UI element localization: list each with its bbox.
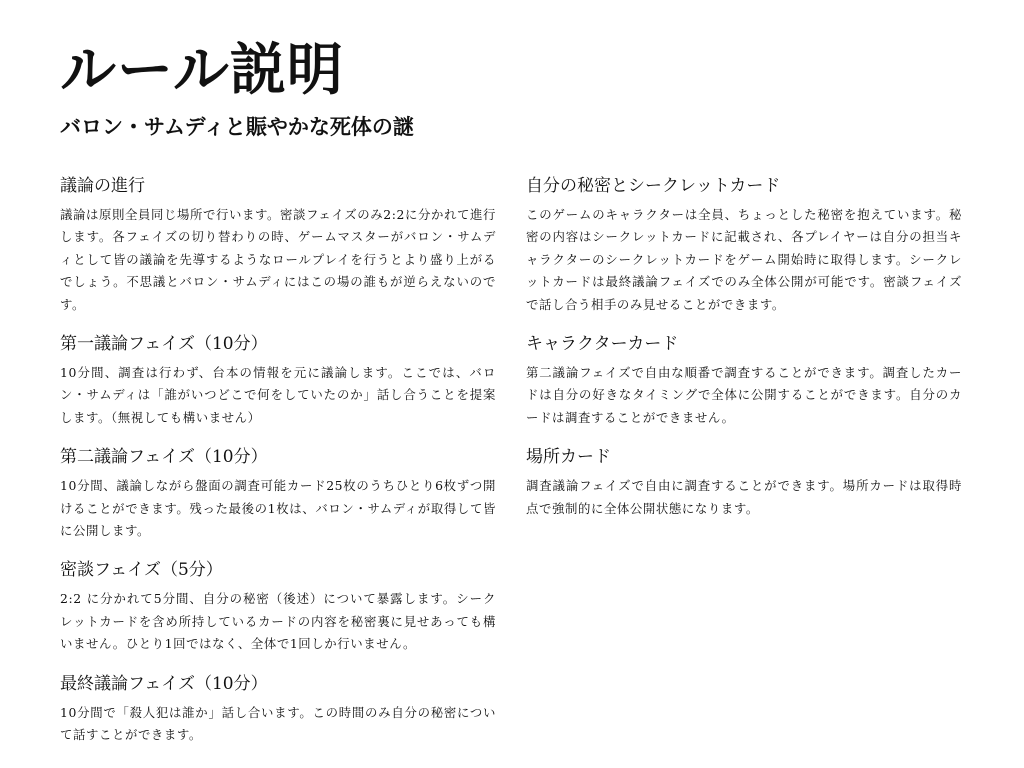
section-second-discussion-phase xyxy=(60,443,496,542)
right-column xyxy=(526,172,962,534)
section-heading: 第二議論フェイズ（10分） xyxy=(60,447,268,468)
section-secret-talk-phase xyxy=(60,556,496,655)
section-secret-cards xyxy=(526,172,962,316)
section-first-discussion-phase xyxy=(60,330,496,429)
section-heading: 第一議論フェイズ（10分） xyxy=(60,334,268,355)
section-location-cards xyxy=(526,443,962,520)
section-heading: キャラクターカード xyxy=(526,334,679,355)
section-heading: 自分の秘密とシークレットカード xyxy=(526,176,781,196)
section-final-discussion-phase xyxy=(60,670,496,747)
section-heading: 最終議論フェイズ（10分） xyxy=(60,673,268,694)
section-body: 2:2 に分かれて5分間、自分の秘密（後述）について暴露します。シークレットカードを含め所持しているカードの内容を秘密裏に見せあっても構いません。ひとり1回ではなく、全体で1回しか行いません。 xyxy=(60,591,496,652)
section-body: 10分間、議論しながら盤面の調査可能カード25枚のうちひとり6枚ずつ開けることができます。残った最後の1枚は、バロン・サムディが取得して皆に公開します。 xyxy=(60,478,496,539)
left-column xyxy=(60,172,496,761)
section-character-cards xyxy=(526,330,962,429)
page-title: ルール説明 xyxy=(60,37,344,103)
section-body: 議論は原則全員同じ場所で行います。密談フェイズのみ2:2に分かれて進行します。各フェイズの切り替わりの時、ゲームマスターがバロン・サムディとして皆の議論を先導するようなロールプレイを行うとより盛り上がるでしょう。不思議とバロン・サムディにはこの場の誰もが逆らえないのです。 xyxy=(60,207,496,312)
section-body: 調査議論フェイズで自由に調査することができます。場所カードは取得時点で強制的に全体公開状態になります。 xyxy=(526,478,962,516)
section-heading: 場所カード xyxy=(526,447,611,468)
section-discussion-flow xyxy=(60,172,496,316)
section-body: 第二議論フェイズで自由な順番で調査することができます。調査したカードは自分の好きなタイミングで全体に公開することができます。自分のカードは調査することができません。 xyxy=(526,365,962,425)
section-body: このゲームのキャラクターは全員、ちょっとした秘密を抱えています。秘密の内容はシークレットカードに記載され、各プレイヤーは自分の担当キャラクターのシークレットカードをゲーム開始時に取得します。シークレットカードは最終議論フェイズでのみ全体公開が可能です。密談フェイズで話し合う相手のみ見せることができます。 xyxy=(526,207,962,312)
page-subtitle: バロン・サムディと賑やかな死体の謎 xyxy=(60,114,414,139)
section-heading: 密談フェイズ（5分） xyxy=(60,560,223,581)
section-body: 10分間、調査は行わず、台本の情報を元に議論します。ここでは、バロン・サムディは「誰がいつどこで何をしていたのか」話し合うことを提案します。（無視しても構いません） xyxy=(60,365,496,425)
section-body: 10分間で「殺人犯は誰か」話し合います。この時間のみ自分の秘密について話すことができます。 xyxy=(60,704,496,743)
section-heading: 議論の進行 xyxy=(60,176,145,196)
